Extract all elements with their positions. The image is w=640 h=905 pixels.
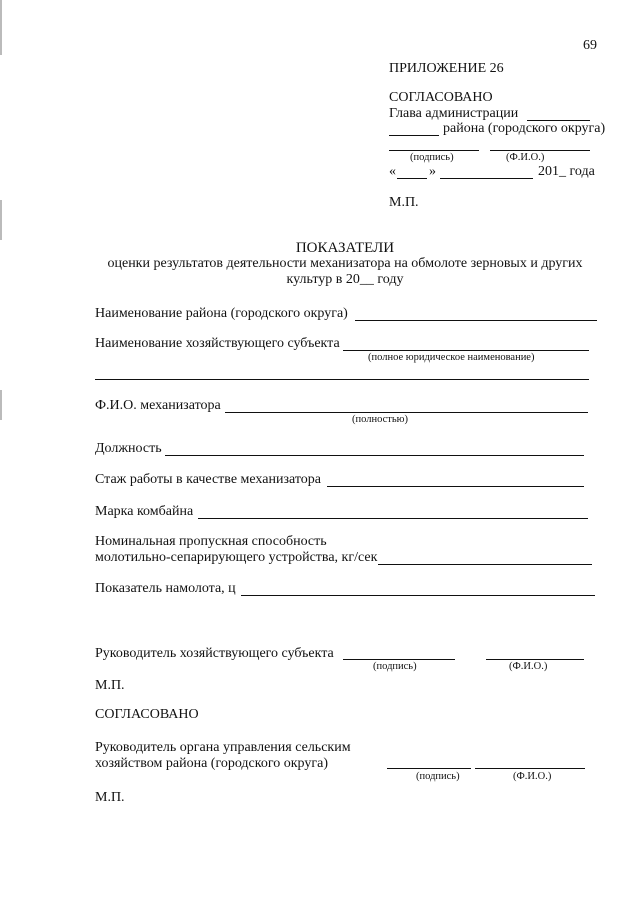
agency-fio-line[interactable] [475,768,585,769]
agreed-heading: СОГЛАСОВАНО [95,707,199,722]
document-subtitle-1: оценки результатов деятельности механизатора на обмолоте зерновых и других [107,256,583,271]
scan-edge-mark [0,0,2,55]
field-entity-line-2[interactable] [95,379,589,380]
field-position-line[interactable] [165,455,584,456]
head-sign-caption: (подпись) [373,661,417,672]
field-experience-label: Стаж работы в качестве механизатора [95,472,321,487]
date-year: 201_ года [538,164,595,179]
agency-fio-caption: (Ф.И.О.) [513,771,552,782]
appendix-title: ПРИЛОЖЕНИЕ 26 [389,61,504,76]
date-month-blank [440,178,533,179]
date-close-quote: » [429,164,436,179]
approval-heading: СОГЛАСОВАНО [389,90,493,105]
approval-line-head: Глава администрации [389,106,519,121]
field-experience-line[interactable] [327,486,584,487]
field-combine-line[interactable] [198,518,588,519]
document-subtitle-2: культур в 20__ году [286,272,404,287]
approval-line-district: района (городского округа) [443,121,606,136]
field-operator-line[interactable] [225,412,588,413]
head-signature-label: Руководитель хозяйствующего субъекта [95,646,334,661]
field-operator-label: Ф.И.О. механизатора [95,398,221,413]
field-capacity-line[interactable] [378,564,592,565]
document-title: ПОКАЗАТЕЛИ [295,240,395,256]
field-operator-caption: (полностью) [352,414,408,425]
scan-edge-mark [0,200,2,240]
stamp-1: М.П. [95,678,125,693]
head-fio-line[interactable] [486,659,584,660]
field-entity-label: Наименование хозяйствующего субъекта [95,336,340,351]
page-number: 69 [583,38,597,53]
approval-fio-line [490,150,590,151]
field-entity-caption: (полное юридическое наименование) [368,352,535,363]
field-yield-line[interactable] [241,595,595,596]
field-district-label: Наименование района (городского округа) [95,306,348,321]
approval-fio-caption: (Ф.И.О.) [506,152,545,163]
stamp-2: М.П. [95,790,125,805]
field-entity-line[interactable] [343,350,589,351]
field-capacity-label-1: Номинальная пропускная способность [95,534,327,549]
approval-signature-line [389,150,479,151]
date-open-quote: « [389,164,396,179]
field-yield-label: Показатель намолота, ц [95,581,236,596]
head-fio-caption: (Ф.И.О.) [509,661,548,672]
date-day-blank [397,178,427,179]
head-signature-line[interactable] [343,659,455,660]
field-district-line[interactable] [355,320,597,321]
approval-sign-caption: (подпись) [410,152,454,163]
agency-label-2: хозяйством района (городского округа) [95,756,328,771]
district-prefix-blank [389,135,439,136]
field-combine-label: Марка комбайна [95,504,194,519]
field-position-label: Должность [95,441,162,456]
agency-label-1: Руководитель органа управления сельским [95,740,351,755]
approval-stamp: М.П. [389,195,419,210]
agency-sign-caption: (подпись) [416,771,460,782]
scan-edge-mark [0,390,2,420]
agency-signature-line[interactable] [387,768,471,769]
field-capacity-label-2: молотильно-сепарирующего устройства, кг/сек [95,550,378,565]
